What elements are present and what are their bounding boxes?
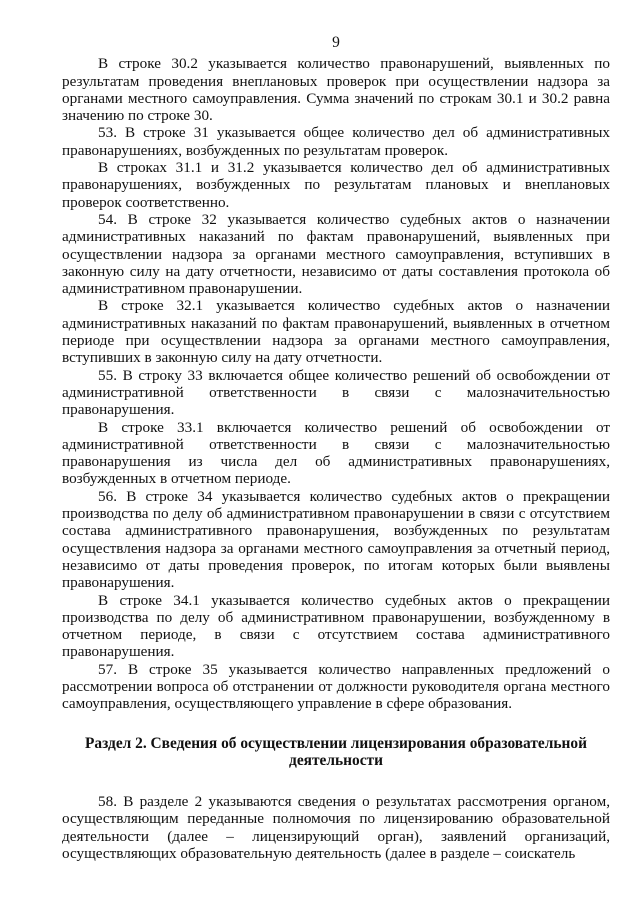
paragraph-34-1: В строке 34.1 указывается количество судебных актов о прекращении производства по делу об административном правонарушении, возбужденному в отчетном периоде, в связи с отсутствием состава административного правонарушения. [62,591,610,661]
paragraph-32-1: В строке 32.1 указывается количество судебных актов о назначении административных наказаний по фактам правонарушений, выявленных в отчетном периоде при осуществлении надзора за органами местного самоуправления, вступивших в законную силу на дату отчетности. [62,297,610,367]
paragraph-33-1: В строке 33.1 включается количество решений об освобождении от административной ответственности в связи с малозначительностью правонарушения из числа дел об административных правонарушениях, возбужденных в отчетном периоде. [62,418,610,488]
document-page [62,34,610,862]
paragraph-53: 53. В строке 31 указывается общее количество дел об административных правонарушениях, возбужденных по результатам проверок. [62,124,610,159]
section-heading: Раздел 2. Сведения об осуществлении лицензирования образовательной деятельности [85,734,587,769]
paragraph-56: 56. В строке 34 указывается количество судебных актов о прекращении производства по делу об административном правонарушении в связи с отсутствием состава административного правонарушения, возбужденных по результатам осуществления надзора за органами местного самоуправления за отчетный период, независимо от даты проведения проверок, по итогам которых были выявлены правонарушения. [62,487,610,592]
paragraph-55: 55. В строку 33 включается общее количество решений об освобождении от административной ответственности в связи с малозначительностью правонарушения. [62,366,610,419]
page-number: 9 [332,34,340,51]
paragraph-30-2: В строке 30.2 указывается количество правонарушений, выявленных по результатам проведения внеплановых проверок при осуществлении надзора за органами местного самоуправления. Сумма значений по строкам 30.1 и 30.2 равна значению по строке 30. [62,55,610,125]
paragraph-54: 54. В строке 32 указывается количество судебных актов о назначении административных наказаний по фактам правонарушений, выявленных при осуществлении надзора за органами местного самоуправления, вступивших в законную силу на дату отчетности, независимо от даты составления протокола об административном правонарушении. [62,210,610,298]
paragraph-31-1-31-2: В строках 31.1 и 31.2 указывается количество дел об административных правонарушениях, возбужденных по результатам плановых и внеплановых проверок соответственно. [62,159,610,211]
paragraph-57: 57. В строке 35 указывается количество направленных предложений о рассмотрении вопроса об отстранении от должности руководителя органа местного самоуправления, осуществляющего управление в сфере образования. [62,660,610,713]
paragraph-58: 58. В разделе 2 указываются сведения о результатах рассмотрения органом, осуществляющим переданные полномочия по лицензированию образовательной деятельности (далее – лицензирующий орган), заявлений организаций, осуществляющих образовательную деятельность (далее в разделе – соискатель [62,793,610,863]
